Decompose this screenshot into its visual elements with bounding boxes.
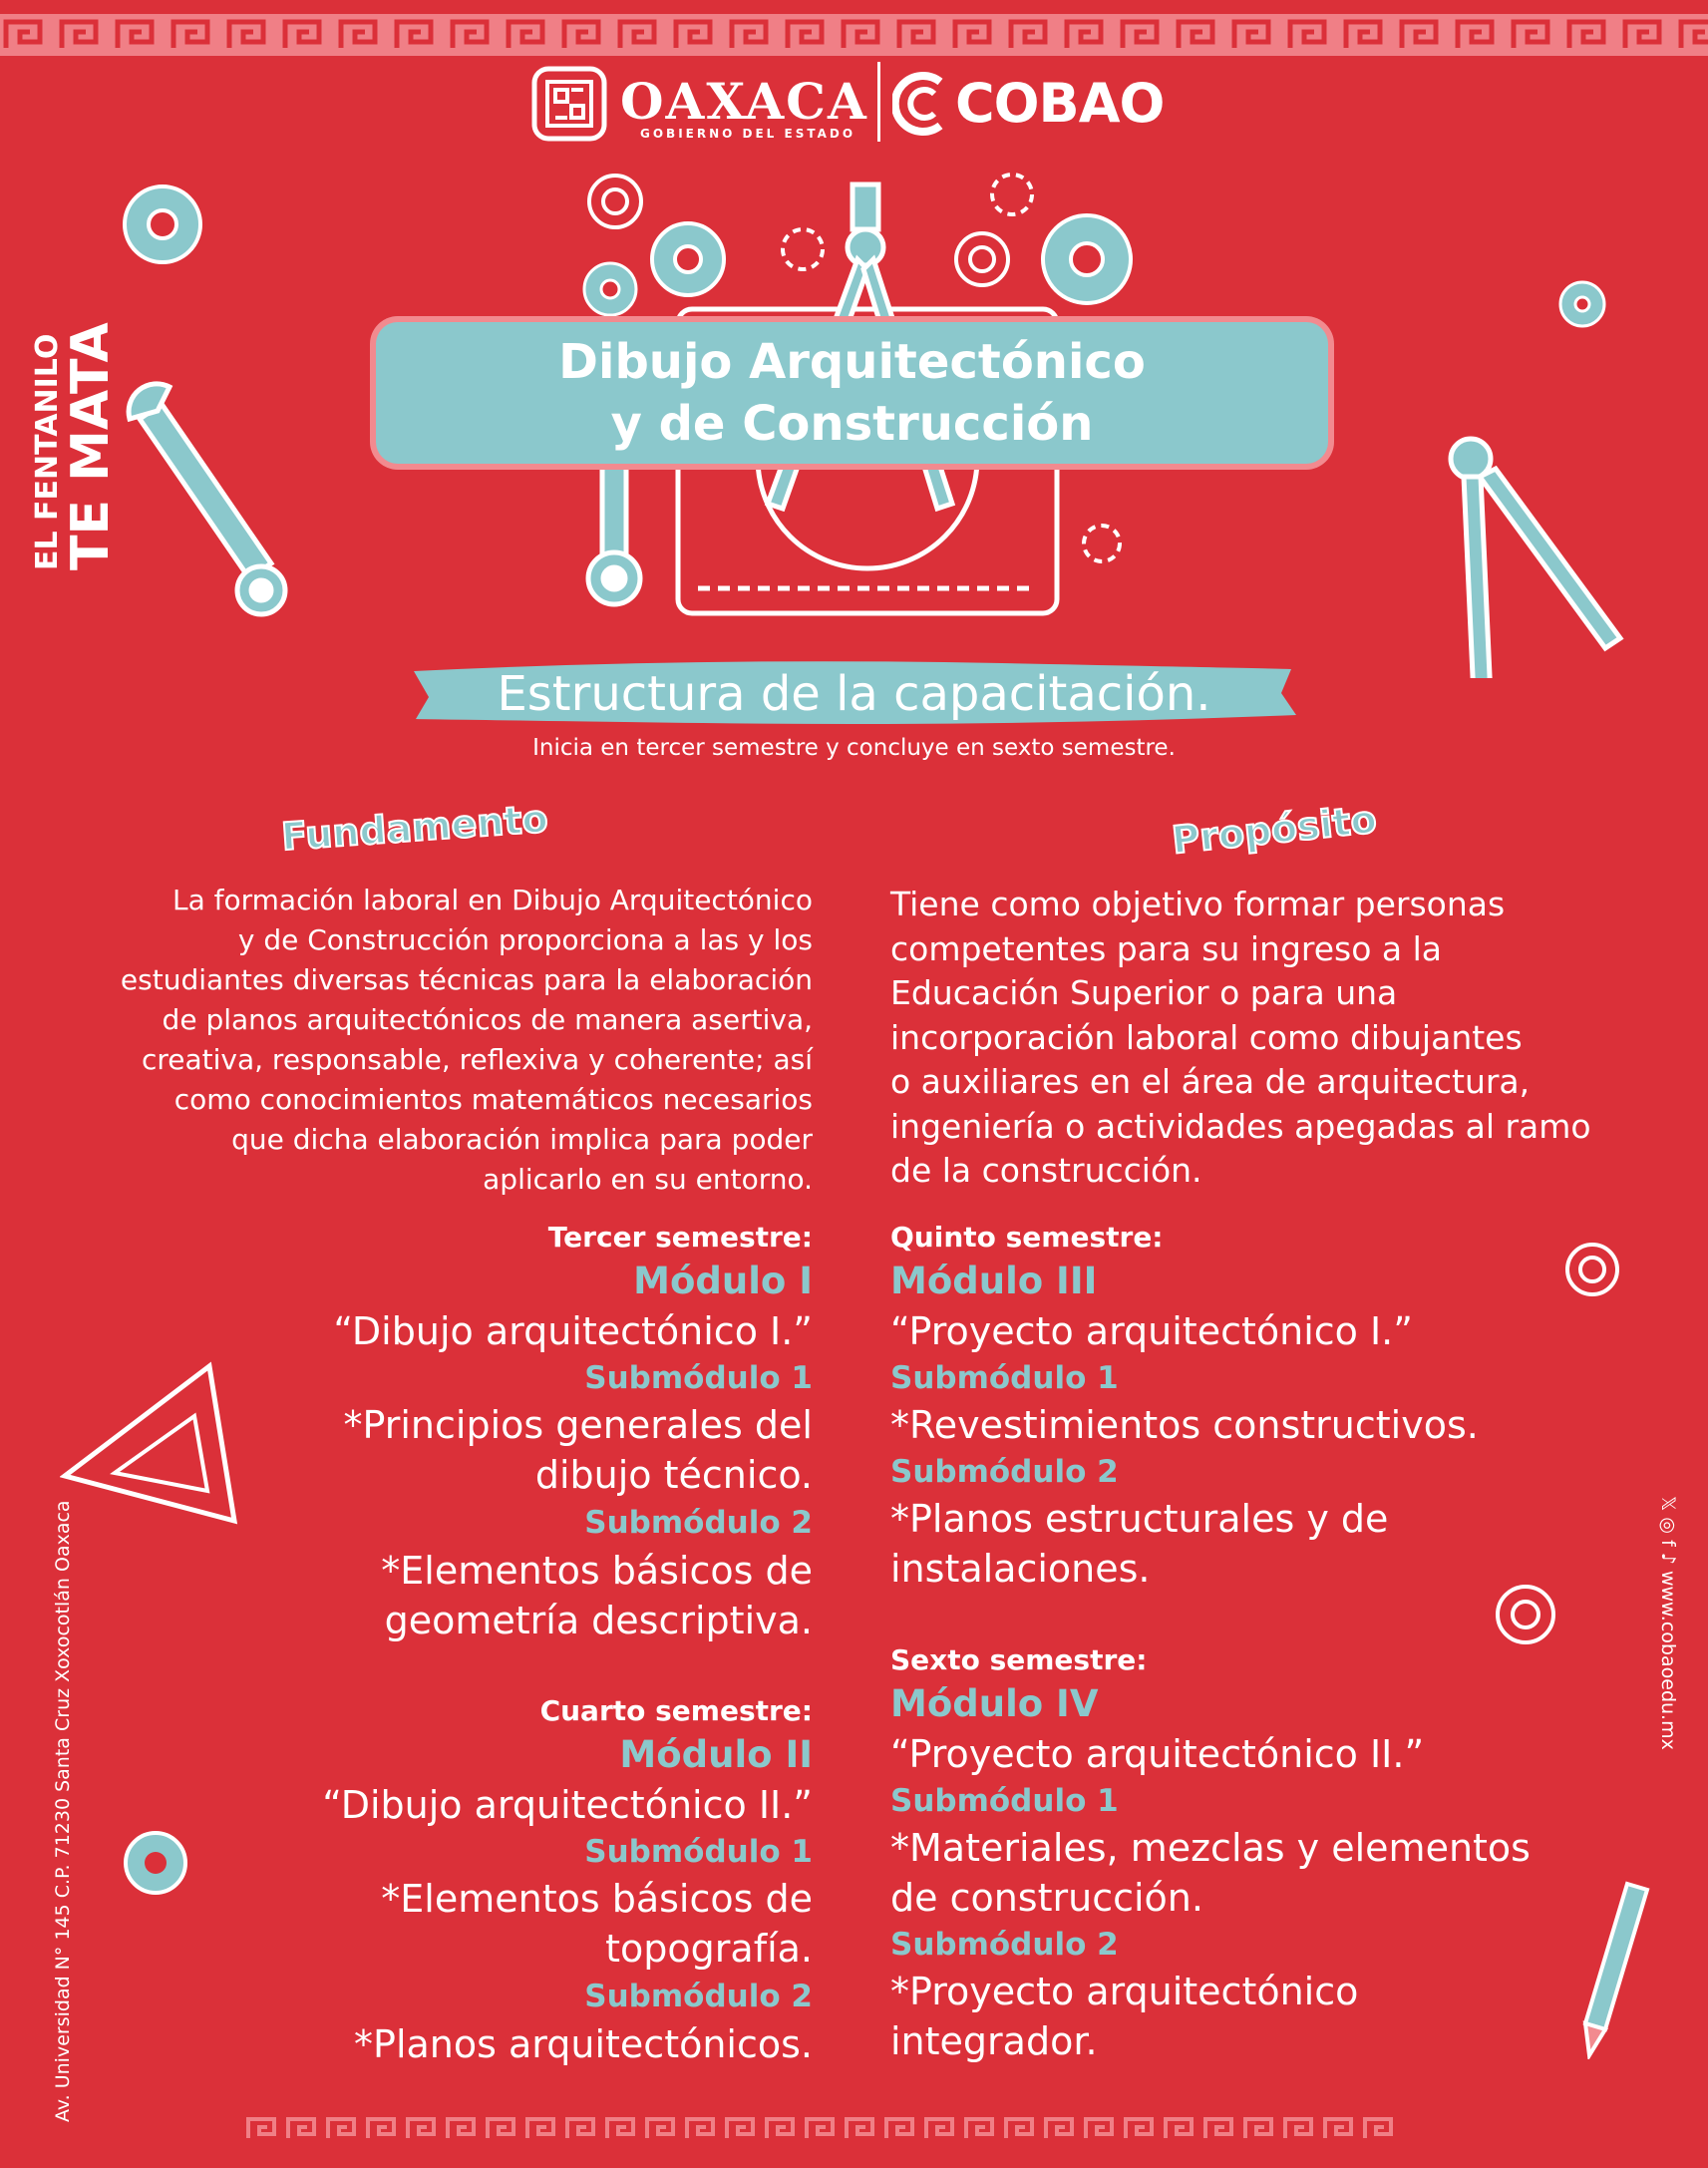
proposito-line: incorporación laboral como dibujantes xyxy=(890,1017,1523,1057)
submodulo-item: dibujo técnico. xyxy=(534,1453,813,1497)
title-line-2: y de Construcción xyxy=(610,396,1094,452)
fundamento-line: que dicha elaboración implica para poder xyxy=(231,1123,813,1156)
submodulo-item: integrador. xyxy=(890,2019,1098,2063)
gear-outline-icon xyxy=(1562,1240,1622,1299)
gear-outline-icon xyxy=(1493,1582,1558,1647)
top-greca-border xyxy=(0,14,1708,56)
proposito-line: ingeniería o actividades apegadas al ramo xyxy=(890,1106,1591,1146)
submodulo-item: topografía. xyxy=(605,1927,813,1971)
submodulo-item: geometría descriptiva. xyxy=(384,1599,813,1642)
submodulo-label: Submódulo 1 xyxy=(890,1783,1119,1819)
oaxaca-emblem-icon xyxy=(531,66,607,142)
submodulo-item: *Revestimientos constructivos. xyxy=(890,1403,1479,1447)
cobao-logo-text: COBAO xyxy=(955,72,1165,135)
modulo-label: Módulo IV xyxy=(890,1682,1099,1725)
semestre-label: Cuarto semestre: xyxy=(539,1694,813,1727)
logo-divider xyxy=(877,62,880,142)
proposito-line: Tiene como objetivo formar personas xyxy=(890,885,1506,923)
title-box xyxy=(376,322,1328,464)
submodulo-item: *Proyecto arquitectónico xyxy=(890,1970,1359,2013)
oaxaca-logo-subtitle: GOBIERNO DEL ESTADO xyxy=(640,127,856,141)
proposito-line: o auxiliares en el área de arquitectura, xyxy=(890,1062,1531,1101)
proposito-line: de la construcción. xyxy=(890,1151,1202,1190)
facebook-icon: f xyxy=(1657,1540,1679,1547)
gear-icon xyxy=(652,223,724,295)
submodulo-label: Submódulo 1 xyxy=(584,1834,813,1870)
modulo-name: “Dibujo arquitectónico II.” xyxy=(322,1783,813,1827)
modulo-label: Módulo I xyxy=(633,1260,813,1302)
modulo-label: Módulo II xyxy=(619,1733,813,1776)
gear-icon xyxy=(584,263,636,315)
section-title: Estructura de la capacitación. xyxy=(497,666,1211,722)
x-icon: 𝕏 xyxy=(1657,1496,1679,1512)
tiktok-icon: ♪ xyxy=(1657,1552,1679,1565)
submodulo-label: Submódulo 2 xyxy=(890,1927,1119,1963)
website-footer xyxy=(1657,1496,1679,1750)
submodulo-item: *Planos arquitectónicos. xyxy=(354,2022,813,2066)
submodulo-label: Submódulo 2 xyxy=(584,1505,813,1541)
proposito-heading: Propósito xyxy=(1170,797,1379,863)
fundamento-text xyxy=(55,881,813,1200)
wrench-icon xyxy=(129,384,285,614)
modulo-name: “Proyecto arquitectónico I.” xyxy=(890,1309,1413,1353)
set-square-icon xyxy=(60,1361,239,1531)
submodulo-label: Submódulo 2 xyxy=(584,1979,813,2014)
bottom-greca-border xyxy=(244,2114,1401,2142)
fundamento-line: aplicarlo en su entorno. xyxy=(483,1163,813,1196)
proposito-line: Educación Superior o para una xyxy=(890,973,1398,1012)
fundamento-line: y de Construcción proporciona a las y los xyxy=(237,923,813,956)
semestre-label: Sexto semestre: xyxy=(890,1643,1148,1676)
gear-icon xyxy=(1043,215,1131,303)
badge-line-2: TE MATA xyxy=(61,322,121,570)
oaxaca-logo-text: OAXACA xyxy=(620,72,868,131)
gear-icon xyxy=(1560,282,1604,326)
submodulo-item: *Planos estructurales y de xyxy=(890,1497,1389,1541)
modulo-label: Módulo III xyxy=(890,1260,1098,1302)
fundamento-line: estudiantes diversas técnicas para la elaboración xyxy=(120,963,813,996)
submodulo-item: *Materiales, mezclas y elementos xyxy=(890,1826,1531,1870)
submodulo-item: *Principios generales del xyxy=(343,1403,813,1447)
submodulo-item: *Elementos básicos de xyxy=(381,1549,813,1593)
submodulo-item: instalaciones. xyxy=(890,1547,1151,1591)
anti-fentanyl-badge xyxy=(30,322,121,570)
submodulo-item: de construcción. xyxy=(890,1876,1203,1920)
semestre-label: Quinto semestre: xyxy=(890,1221,1164,1254)
modulo-name: “Dibujo arquitectónico I.” xyxy=(333,1309,813,1353)
submodulo-label: Submódulo 2 xyxy=(890,1454,1119,1490)
modulo-name: “Proyecto arquitectónico II.” xyxy=(890,1732,1425,1776)
address-text: Av. Universidad N° 145 C.P. 71230 Santa Cruz Xoxocotlán Oaxaca xyxy=(52,1500,74,2122)
badge-line-1: EL FENTANILO xyxy=(30,333,65,570)
submodulo-item: *Elementos básicos de xyxy=(381,1877,813,1921)
instagram-icon: ◎ xyxy=(1657,1517,1679,1534)
title-line-1: Dibujo Arquitectónico xyxy=(558,334,1146,390)
sexto-semestre-block xyxy=(890,1641,1648,2066)
submodulo-label: Submódulo 1 xyxy=(584,1360,813,1396)
fundamento-line: de planos arquitectónicos de manera asertiva, xyxy=(162,1003,813,1036)
fundamento-heading: Fundamento xyxy=(279,796,549,860)
pencil-icon xyxy=(1575,1880,1655,2059)
proposito-line: competentes para su ingreso a la xyxy=(890,928,1443,968)
cobao-emblem-icon xyxy=(892,68,952,140)
section-subtitle: Inicia en tercer semestre y concluye en sexto semestre. xyxy=(532,735,1176,761)
submodulo-label: Submódulo 1 xyxy=(890,1360,1119,1396)
quinto-semestre-block xyxy=(890,1219,1648,1594)
gear-icon xyxy=(125,186,200,262)
fundamento-line: La formación laboral en Dibujo Arquitectónico xyxy=(171,884,813,916)
proposito-text xyxy=(890,883,1648,1194)
gear-icon xyxy=(118,1825,193,1901)
fundamento-line: como conocimientos matemáticos necesarios xyxy=(173,1083,813,1116)
semestre-label: Tercer semestre: xyxy=(547,1221,813,1254)
fundamento-line: creativa, responsable, reflexiva y coherente; así xyxy=(141,1043,813,1076)
compass-right-icon xyxy=(1451,439,1620,678)
website-link[interactable]: www.cobaoedu.mx xyxy=(1657,1570,1679,1750)
